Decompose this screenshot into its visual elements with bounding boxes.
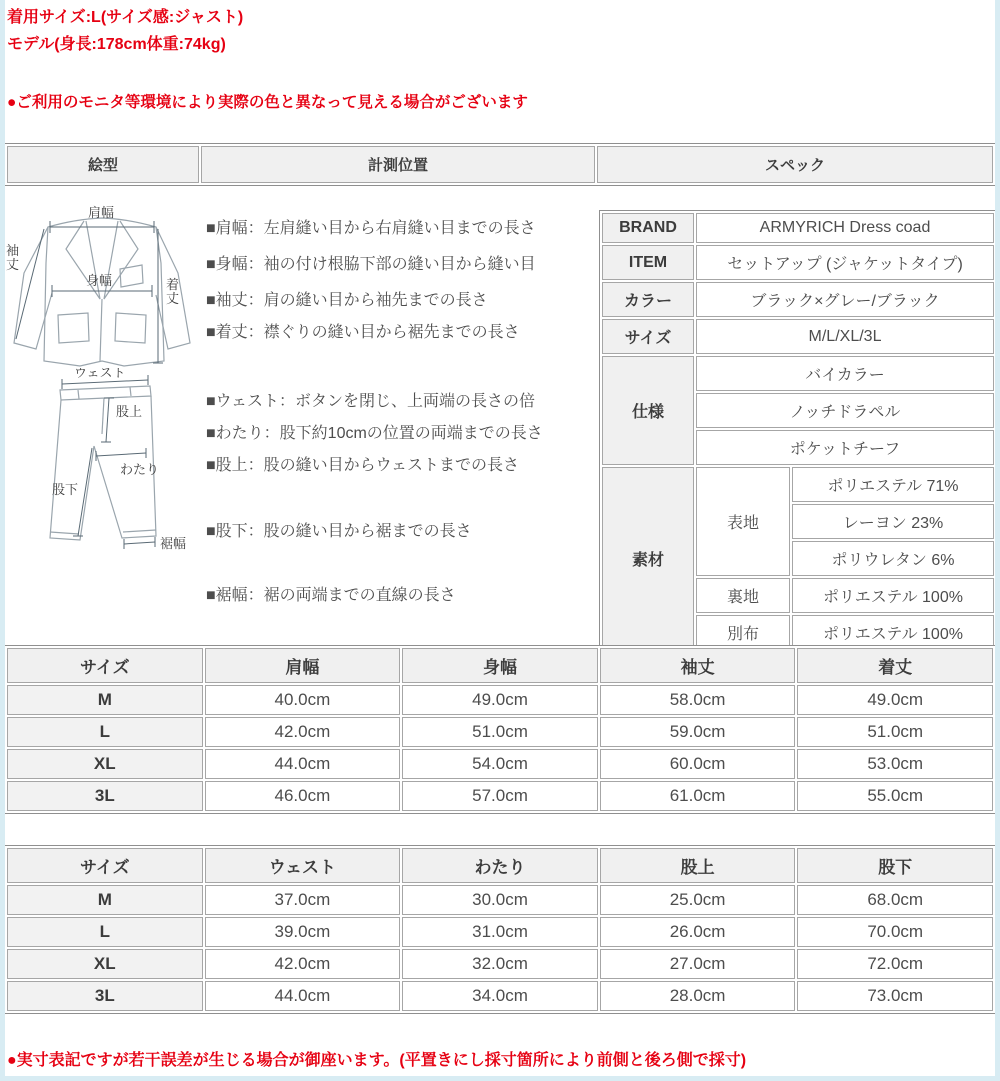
cell: 25.0cm: [600, 885, 796, 915]
spec-features-label: 仕様: [602, 356, 694, 465]
cell: 30.0cm: [402, 885, 598, 915]
header-measure-position: 計測位置: [201, 146, 595, 183]
pants-waist-label: ウェスト: [74, 368, 126, 380]
table-row: [7, 949, 993, 979]
pants-size-l: L: [7, 917, 203, 947]
table-row: [602, 467, 994, 502]
cell: 53.0cm: [797, 749, 993, 779]
jacket-sleeve-label: 袖: [6, 243, 20, 258]
spec-table: [599, 210, 997, 653]
table-header-row: [7, 848, 993, 883]
cell: 51.0cm: [797, 717, 993, 747]
table-row: [602, 319, 994, 354]
header-figure-type: 絵型: [7, 146, 199, 183]
spec-color-label: カラー: [602, 282, 694, 317]
cell: 34.0cm: [402, 981, 598, 1011]
table-row: [7, 717, 993, 747]
spec-brand-label: BRAND: [602, 213, 694, 243]
cell: 51.0cm: [402, 717, 598, 747]
pants-figure: [22, 368, 197, 573]
spec-outer-1: ポリエステル 71%: [792, 467, 994, 502]
spec-feature-2: ノッチドラペル: [696, 393, 994, 428]
measurement-disclaimer-note: ●実寸表記ですが若干誤差が生じる場合が御座います。(平置きにし採寸箇所により前側と後ろ側で採寸): [7, 1052, 747, 1069]
cell: 73.0cm: [797, 981, 993, 1011]
cell: 32.0cm: [402, 949, 598, 979]
pants-size-table: [4, 845, 996, 1014]
cell: 70.0cm: [797, 917, 993, 947]
table-row: [602, 356, 994, 391]
cell: 39.0cm: [205, 917, 401, 947]
table-row: [602, 245, 994, 280]
cell: 49.0cm: [402, 685, 598, 715]
pants-thigh-label: わたり: [120, 462, 160, 477]
jacket-col-length: 着丈: [797, 648, 993, 683]
cell: 44.0cm: [205, 981, 401, 1011]
jacket-size-m: M: [7, 685, 203, 715]
jacket-col-size: サイズ: [7, 648, 203, 683]
pants-col-size: サイズ: [7, 848, 203, 883]
measure-note-sleeve: ■袖丈：肩の縫い目から袖先までの長さ: [206, 292, 488, 309]
pants-col-rise: 股上: [600, 848, 796, 883]
spec-feature-1: バイカラー: [696, 356, 994, 391]
jacket-length-label: 着: [166, 277, 180, 292]
cell: 57.0cm: [402, 781, 598, 811]
pants-size-m: M: [7, 885, 203, 915]
cell: 59.0cm: [600, 717, 796, 747]
cell: 61.0cm: [600, 781, 796, 811]
jacket-figure: [6, 203, 198, 376]
jacket-col-shoulder: 肩幅: [205, 648, 401, 683]
measure-note-waist: ■ウェスト：ボタンを閉じ、上両端の長さの倍: [206, 393, 536, 410]
table-row: [7, 685, 993, 715]
pants-col-inseam: 股下: [797, 848, 993, 883]
measure-note-length: ■着丈：襟ぐりの縫い目から裾先までの長さ: [206, 324, 520, 341]
page-edge-bottom: [0, 1076, 1000, 1081]
cell: 44.0cm: [205, 749, 401, 779]
jacket-col-chest: 身幅: [402, 648, 598, 683]
table-row: [602, 213, 994, 243]
spec-color-value: ブラック×グレー/ブラック: [696, 282, 994, 317]
jacket-col-sleeve: 袖丈: [600, 648, 796, 683]
page-edge-right: [995, 0, 1000, 1081]
spec-size-value: M/L/XL/3L: [696, 319, 994, 354]
measure-note-chest: ■身幅：袖の付け根脇下部の縫い目から縫い目: [206, 256, 536, 273]
table-row: [7, 749, 993, 779]
jacket-size-l: L: [7, 717, 203, 747]
monitor-color-note: ●ご利用のモニタ等環境により実際の色と異なって見える場合がございます: [7, 94, 528, 111]
table-row: [7, 981, 993, 1011]
cell: 27.0cm: [600, 949, 796, 979]
cell: 58.0cm: [600, 685, 796, 715]
spec-size-label: サイズ: [602, 319, 694, 354]
cell: 42.0cm: [205, 717, 401, 747]
model-info-note: モデル(身長:178cm体重:74kg): [7, 36, 226, 53]
pants-hem-label: 裾幅: [160, 536, 187, 551]
table-row: [602, 282, 994, 317]
spec-outer-label: 表地: [696, 467, 790, 576]
cell: 31.0cm: [402, 917, 598, 947]
jacket-size-table: [4, 645, 996, 814]
cell: 49.0cm: [797, 685, 993, 715]
cell: 46.0cm: [205, 781, 401, 811]
pants-inseam-label: 股下: [52, 482, 79, 497]
pants-col-waist: ウェスト: [205, 848, 401, 883]
pants-size-3l: 3L: [7, 981, 203, 1011]
measure-note-inseam: ■股下：股の縫い目から裾までの長さ: [206, 523, 472, 540]
svg-text:丈: 丈: [166, 291, 180, 306]
cell: 37.0cm: [205, 885, 401, 915]
cell: 42.0cm: [205, 949, 401, 979]
cell: 54.0cm: [402, 749, 598, 779]
spec-lining-value: ポリエステル 100%: [792, 578, 994, 613]
cell: 55.0cm: [797, 781, 993, 811]
page-edge-left: [0, 0, 5, 1081]
cell: 26.0cm: [600, 917, 796, 947]
measure-note-hem: ■裾幅：裾の両端までの直線の長さ: [206, 587, 456, 604]
spec-other-label: 別布: [696, 615, 790, 650]
jacket-shoulder-label: 肩幅: [88, 205, 115, 220]
spec-feature-3: ポケットチーフ: [696, 430, 994, 465]
pants-drawing-svg: [22, 368, 197, 568]
jacket-size-xl: XL: [7, 749, 203, 779]
jacket-drawing-svg: [6, 203, 198, 371]
spec-brand-value: ARMYRICH Dress coad: [696, 213, 994, 243]
jacket-chest-label: 身幅: [86, 273, 113, 288]
pants-size-xl: XL: [7, 949, 203, 979]
cell: 68.0cm: [797, 885, 993, 915]
spec-material-label: 素材: [602, 467, 694, 650]
cell: 60.0cm: [600, 749, 796, 779]
table-row: [7, 885, 993, 915]
wearing-size-note: 着用サイズ:L(サイズ感:ジャスト): [7, 9, 244, 26]
svg-text:丈: 丈: [6, 257, 20, 272]
jacket-size-3l: 3L: [7, 781, 203, 811]
cell: 28.0cm: [600, 981, 796, 1011]
table-row: [7, 781, 993, 811]
measure-note-thigh: ■わたり：股下約10cmの位置の両端までの長さ: [206, 425, 543, 442]
pants-col-thigh: わたり: [402, 848, 598, 883]
spec-outer-2: レーヨン 23%: [792, 504, 994, 539]
table-header-row: [7, 648, 993, 683]
spec-lining-label: 裏地: [696, 578, 790, 613]
section-header-bar: [4, 143, 996, 186]
pants-rise-label: 股上: [116, 404, 143, 419]
cell: 72.0cm: [797, 949, 993, 979]
table-row: [7, 917, 993, 947]
measure-note-rise: ■股上：股の縫い目からウェストまでの長さ: [206, 457, 520, 474]
spec-outer-3: ポリウレタン 6%: [792, 541, 994, 576]
spec-item-value: セットアップ (ジャケットタイプ): [696, 245, 994, 280]
spec-item-label: ITEM: [602, 245, 694, 280]
measure-note-shoulder: ■肩幅：左肩縫い目から右肩縫い目までの長さ: [206, 220, 536, 237]
header-spec: スペック: [597, 146, 993, 183]
spec-other-value: ポリエステル 100%: [792, 615, 994, 650]
cell: 40.0cm: [205, 685, 401, 715]
